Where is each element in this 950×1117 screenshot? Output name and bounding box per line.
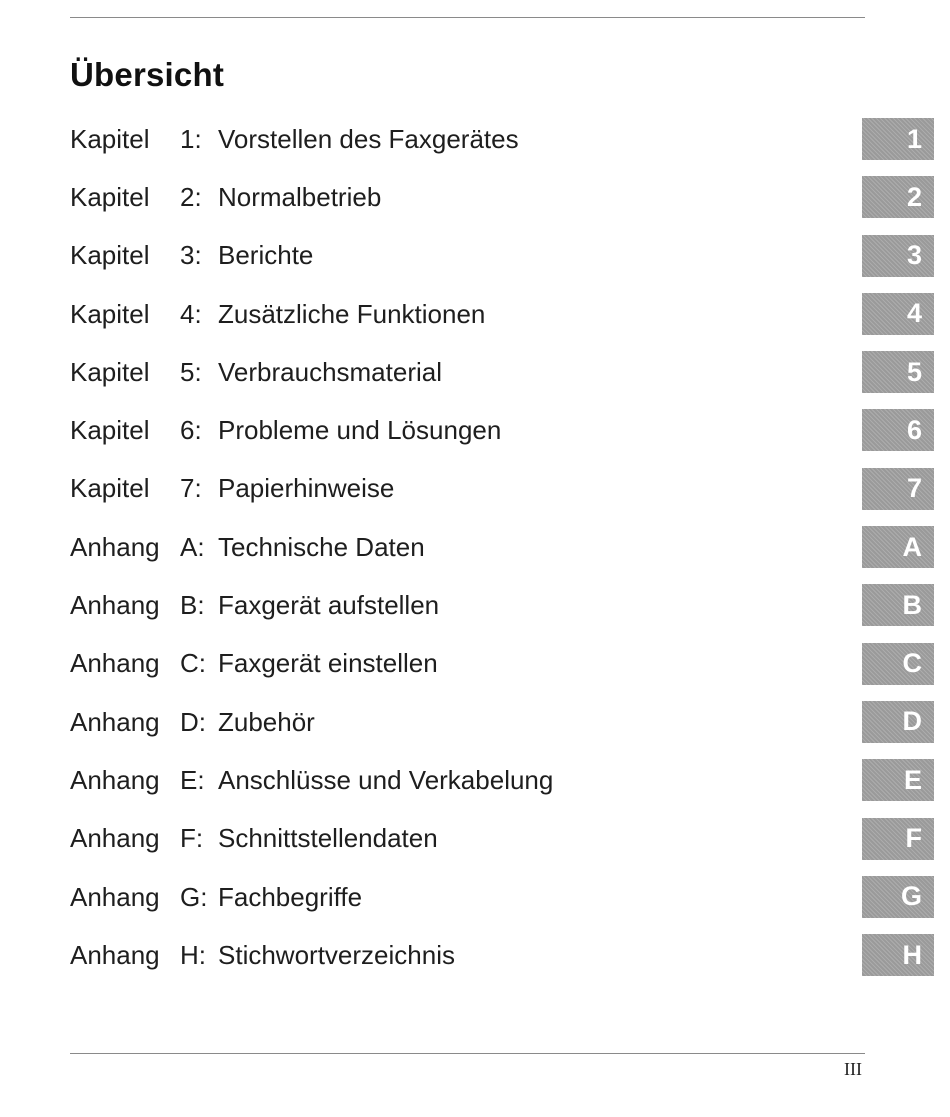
toc-entry-anhang-b[interactable]: [70, 576, 830, 634]
toc-entry-number: D:: [180, 706, 206, 737]
thumb-tab-b[interactable]: B: [862, 584, 934, 626]
toc-entry-anhang-e[interactable]: [70, 751, 830, 809]
top-rule: [70, 17, 865, 18]
thumb-tab-4[interactable]: 4: [862, 293, 934, 335]
toc-entry-label: Faxgerät einstellen: [218, 648, 438, 679]
toc-entry-kapitel-6[interactable]: [70, 401, 830, 459]
toc-entry-number: A:: [180, 531, 205, 562]
toc-entry-kind: Kapitel: [70, 181, 150, 212]
toc-entry-kapitel-7[interactable]: [70, 460, 830, 518]
toc-entry-number: H:: [180, 939, 206, 970]
thumb-tab-1[interactable]: 1: [862, 118, 934, 160]
toc-entry-anhang-g[interactable]: [70, 868, 830, 926]
thumb-tab-a[interactable]: A: [862, 526, 934, 568]
toc-entry-anhang-h[interactable]: [70, 926, 830, 984]
toc-entry-kapitel-3[interactable]: [70, 227, 830, 285]
toc-entry-kind: Anhang: [70, 881, 160, 912]
page-title: Übersicht: [70, 56, 225, 93]
toc-entry-number: 4:: [180, 298, 202, 329]
toc-entry-number: 6:: [180, 415, 202, 446]
toc-entry-number: B:: [180, 590, 205, 621]
toc-entry-label: Stichwortverzeichnis: [218, 939, 455, 970]
toc-entry-number: F:: [180, 823, 204, 854]
bottom-rule: [70, 1053, 865, 1054]
toc-entry-kind: Anhang: [70, 648, 160, 679]
toc-entry-kind: Anhang: [70, 531, 160, 562]
thumb-index-tabs: [862, 118, 934, 992]
toc-entry-kind: Kapitel: [70, 473, 150, 504]
toc-entry-kind: Anhang: [70, 706, 160, 737]
toc-entry-kind: Anhang: [70, 764, 160, 795]
toc-entry-number: 5:: [180, 356, 202, 387]
toc-entry-kind: Kapitel: [70, 415, 150, 446]
table-of-contents: [70, 110, 830, 984]
toc-entry-kind: Anhang: [70, 939, 160, 970]
toc-entry-label: Papierhinweise: [218, 473, 395, 504]
thumb-tab-f[interactable]: F: [862, 818, 934, 860]
toc-entry-number: 2:: [180, 181, 202, 212]
thumb-tab-c[interactable]: C: [862, 643, 934, 685]
toc-entry-number: 3:: [180, 240, 202, 271]
thumb-tab-d[interactable]: D: [862, 701, 934, 743]
toc-entry-kapitel-5[interactable]: [70, 343, 830, 401]
toc-entry-label: Berichte: [218, 240, 314, 271]
toc-entry-kind: Anhang: [70, 823, 160, 854]
thumb-tab-7[interactable]: 7: [862, 468, 934, 510]
toc-entry-label: Zusätzliche Funktionen: [218, 298, 486, 329]
thumb-tab-g[interactable]: G: [862, 876, 934, 918]
page-number: III: [844, 1059, 862, 1079]
thumb-tab-3[interactable]: 3: [862, 235, 934, 277]
toc-entry-kapitel-2[interactable]: [70, 168, 830, 226]
toc-entry-label: Probleme und Lösungen: [218, 415, 502, 446]
toc-entry-label: Normalbetrieb: [218, 181, 382, 212]
toc-entry-label: Anschlüsse und Verkabelung: [218, 764, 554, 795]
thumb-tab-5[interactable]: 5: [862, 351, 934, 393]
thumb-tab-2[interactable]: 2: [862, 176, 934, 218]
toc-entry-anhang-a[interactable]: [70, 518, 830, 576]
thumb-tab-e[interactable]: E: [862, 759, 934, 801]
thumb-tab-6[interactable]: 6: [862, 409, 934, 451]
toc-entry-number: 1:: [180, 123, 202, 154]
toc-entry-kind: Kapitel: [70, 240, 150, 271]
toc-entry-kind: Kapitel: [70, 356, 150, 387]
toc-entry-label: Fachbegriffe: [218, 881, 363, 912]
toc-entry-number: E:: [180, 764, 205, 795]
toc-entry-anhang-c[interactable]: [70, 635, 830, 693]
toc-entry-kapitel-1[interactable]: [70, 110, 830, 168]
toc-entry-label: Zubehör: [218, 706, 315, 737]
toc-entry-label: Vorstellen des Faxgerätes: [218, 123, 519, 154]
thumb-tab-h[interactable]: H: [862, 934, 934, 976]
toc-entry-kapitel-4[interactable]: [70, 285, 830, 343]
toc-entry-number: C:: [180, 648, 206, 679]
toc-entry-kind: Kapitel: [70, 123, 150, 154]
toc-entry-kind: Kapitel: [70, 298, 150, 329]
toc-entry-number: G:: [180, 881, 208, 912]
toc-entry-label: Technische Daten: [218, 531, 425, 562]
toc-entry-label: Schnittstellendaten: [218, 823, 438, 854]
toc-entry-anhang-f[interactable]: [70, 810, 830, 868]
toc-entry-number: 7:: [180, 473, 202, 504]
toc-entry-label: Verbrauchsmaterial: [218, 356, 442, 387]
toc-entry-anhang-d[interactable]: [70, 693, 830, 751]
toc-entry-label: Faxgerät aufstellen: [218, 590, 440, 621]
toc-entry-kind: Anhang: [70, 590, 160, 621]
